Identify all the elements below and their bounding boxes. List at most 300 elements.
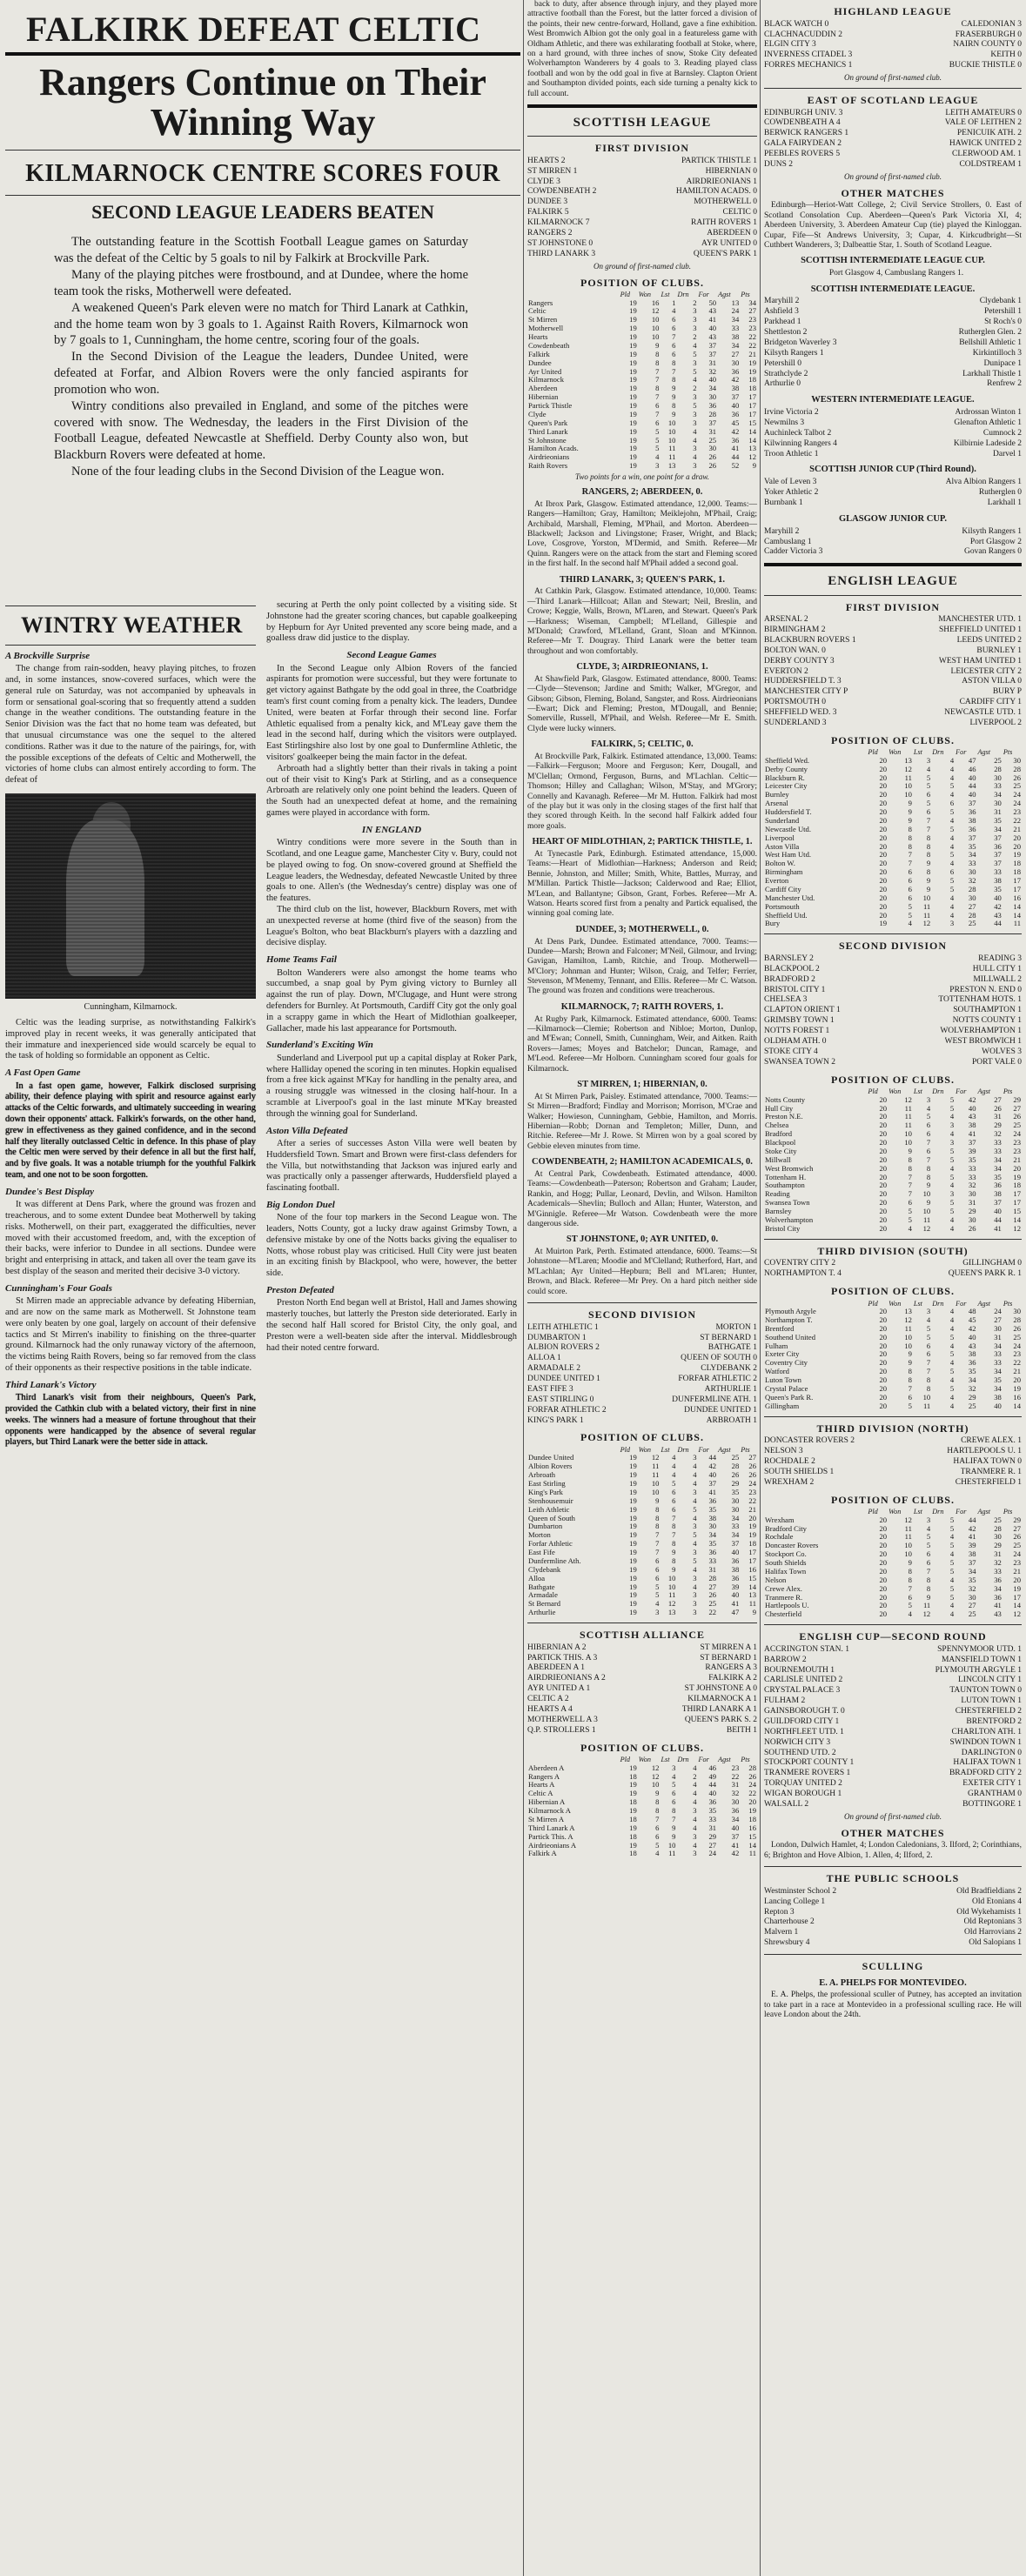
table-cell: 33 (994, 1146, 1002, 1155)
table-cell: 17 (748, 409, 756, 418)
table-row (764, 851, 1022, 860)
club-name: Third Lanark (528, 426, 568, 436)
home-team: NELSON 3 (764, 1447, 803, 1456)
away-team: Kirkintilloch 3 (972, 348, 1022, 358)
home-team: Malvern 1 (764, 1928, 799, 1937)
home-team: DUMBARTON 1 (527, 1333, 587, 1342)
header-cell: Pld (868, 1087, 878, 1096)
home-team: Repton 3 (764, 1907, 795, 1917)
result-line (527, 1663, 757, 1674)
deck-rule (5, 150, 520, 151)
table-cell: 28 (1013, 764, 1021, 773)
wintry-paragraph: Celtic was the leading surprise, as notwithstanding Falkirk's improved play in recent weeks, it was generally anticipated that their immature and inexperienced side would scarcely be equal to the task of holding so formidable an opponent as Celtic. (5, 1018, 256, 1061)
table-row (527, 1591, 757, 1600)
table-cell: 4 (949, 1112, 955, 1121)
away-team: Port Glasgow 2 (969, 537, 1022, 546)
table-cell: 4 (693, 1564, 697, 1574)
deck-rangers: Rangers Continue on Their Winning Way (39, 61, 486, 144)
table-cell: 34 (968, 1375, 976, 1385)
table-cell: 20 (879, 1375, 888, 1385)
club-name: Bristol City (765, 1223, 801, 1233)
subhead-dundee: Dundee's Best Display (5, 1186, 95, 1197)
home-team: Troon Athletic 1 (764, 449, 819, 458)
table-cell: 4 (949, 1214, 955, 1224)
away-team: CHESTERFIELD 2 (955, 1707, 1022, 1716)
position-heading: POSITION OF CLUBS. (831, 1073, 955, 1086)
table-cell: 22 (1013, 1358, 1021, 1368)
away-team: QUEEN'S PARK R. 1 (948, 1269, 1022, 1279)
table-cell: 13 (748, 444, 756, 453)
result-line (764, 498, 1022, 509)
table-cell: 8 (908, 1375, 912, 1385)
home-team: WIGAN BOROUGH 1 (764, 1790, 842, 1798)
club-name: Airdrieonians (528, 452, 570, 462)
away-team: DARLINGTON 0 (961, 1748, 1022, 1757)
table-cell: 3 (693, 324, 697, 333)
table-cell: 19 (629, 1573, 637, 1582)
result-line (527, 1334, 757, 1344)
result-line (527, 187, 757, 197)
table-cell: 36 (731, 435, 740, 445)
table-cell: 27 (994, 1315, 1002, 1324)
table-cell: 20 (879, 1207, 888, 1216)
table-cell: 5 (949, 807, 955, 817)
table-cell: 6 (655, 1573, 660, 1582)
home-team: FORFAR ATHLETIC 2 (527, 1405, 607, 1415)
table-cell: 21 (748, 349, 756, 358)
table-row (527, 342, 757, 351)
table-cell: 40 (968, 1332, 976, 1342)
table-cell: 5 (908, 1207, 912, 1216)
table-cell: 38 (994, 876, 1002, 886)
table-cell: 29 (1013, 1094, 1021, 1104)
table-cell: 27 (1013, 1103, 1021, 1113)
result-line (527, 1695, 757, 1705)
table-cell: 12 (922, 919, 931, 928)
away-team: NAIRN COUNTY 0 (953, 40, 1022, 50)
table-cell: 42 (731, 426, 740, 436)
table-cell: 23 (748, 315, 756, 325)
table-cell: 5 (949, 781, 955, 791)
table-cell: 19 (629, 1599, 637, 1609)
club-name: South Shields (765, 1558, 807, 1567)
table-cell: 4 (693, 1789, 697, 1798)
table-cell: 13 (904, 1307, 912, 1316)
table-cell: 4 (949, 1358, 955, 1368)
result-line (764, 719, 1022, 729)
table-cell: 7 (672, 366, 676, 376)
result-line (764, 965, 1022, 975)
club-name: Coventry City (765, 1358, 808, 1368)
table-row (527, 1575, 757, 1583)
table-cell: 5 (655, 1582, 660, 1591)
table-cell: 40 (968, 1103, 976, 1113)
table-cell: 4 (908, 919, 912, 928)
table-cell: 9 (672, 409, 676, 418)
table-cell: 9 (926, 859, 931, 868)
result-line (764, 1058, 1022, 1068)
section-rule (5, 645, 256, 646)
table-cell: 12 (904, 1515, 912, 1524)
club-name: Partick This. A (528, 1831, 573, 1841)
table-cell: 17 (748, 1556, 756, 1565)
table-cell: 34 (994, 824, 1002, 833)
ground-note: On ground of first-named club. (844, 73, 942, 82)
away-team: HIBERNIAN 0 (705, 166, 757, 176)
club-name: Celtic A (528, 1789, 553, 1798)
mid-paragraph: Sunderland and Liverpool put up a capital display at Roker Park, where Halliday opened the scoring in ten minutes. Hopkin equalised from a free kick against M'Kay for handling in the penalty area, and a rousing struggle was witnessed in the closing half-hour. In a scramble at Liverpool's goal in the last minute M'Kay breasted through the winning goal for Sunderland. (266, 1053, 517, 1119)
table-cell: 15 (748, 1573, 756, 1582)
table-cell: 4 (949, 1181, 955, 1190)
table-cell: 10 (904, 1138, 912, 1147)
table-cell: 11 (904, 773, 912, 782)
table-cell: 20 (879, 901, 888, 911)
club-name: Halifax Town (765, 1566, 807, 1576)
table-cell: 4 (949, 815, 955, 825)
table-row (764, 1402, 1022, 1411)
home-team: Cambuslang 1 (764, 537, 812, 546)
away-team: LUTON TOWN 1 (961, 1696, 1022, 1706)
table-cell: 20 (879, 1341, 888, 1350)
wintry-paragraph: St Mirren made an appreciable advance by defeating Hibernian, and are now on the same mark as Motherwell. St Johnstone team were only beaten by one goal, largely on account of their defensive tactics and St Mirren's inability to finishing on the three-quarter ground. Kilmarnock had the only runaway victory of the afternoon, the victims being Raith Rovers, being so far removed from the class of their opponents as their respective positions in the table indicate. (5, 1296, 256, 1374)
table-cell: 11 (922, 1401, 931, 1410)
club-name: Huddersfield T. (765, 807, 812, 817)
table-cell: 41 (731, 1599, 740, 1609)
table-cell: 19 (629, 1479, 637, 1489)
table-cell: 40 (731, 1823, 740, 1832)
away-team: AYR UNITED 0 (701, 238, 757, 248)
report-text: At Cathkin Park, Glasgow. Estimated attendance, 10,000. Teams:—Third Lanark—Hillcoat; Allan and Stewart; Neil, Breslin, and Crowe; Keggie, Walls, Brown, M'Laren, and Stewart. Queen's Park—Harkness; Wiseman, Campbell; M'Lelland, Gillespie and M'Donald; Crawford, M'Lelland, Grant, Sloan and M'Kinnon. Referee—Mr T. Dougray. Third Lanark were the better team throughout and won comfortably. (527, 587, 757, 656)
table-cell: 14 (1013, 1401, 1021, 1410)
header-cell: Agst (977, 748, 991, 757)
table-cell: 11 (668, 1590, 676, 1600)
table-cell: 4 (926, 1523, 931, 1533)
away-team: Old Reptonians 3 (963, 1917, 1022, 1927)
section-rule (764, 1239, 1022, 1240)
table-cell: 14 (1013, 1214, 1021, 1224)
table-cell: 36 (731, 1806, 740, 1815)
away-team: TRANMERE R. 1 (960, 1467, 1022, 1476)
table-cell: 10 (651, 1780, 660, 1790)
table-cell: 8 (655, 1806, 660, 1815)
table-cell: 5 (908, 910, 912, 920)
table-cell: 8 (926, 1583, 931, 1593)
table-row (764, 1096, 1022, 1105)
table-cell: 34 (731, 340, 740, 350)
table-cell: 50 (708, 298, 717, 307)
table-cell: 6 (672, 1504, 676, 1514)
table-row (764, 1525, 1022, 1534)
table-cell: 11 (904, 1532, 912, 1542)
home-team: GALA FAIRYDEAN 2 (764, 139, 842, 149)
club-name: Swansea Town (765, 1198, 810, 1208)
wintry-paragraph: Third Lanark's visit from their neighbours, Queen's Park, provided the Cathkin club with a belated victory, their first in nine weeks. The winners had a measure of fortune throughout that their opponents were handicapped by the absence of several regular players, but Third Lanark were the better side in attack. (5, 1393, 256, 1448)
table-cell: 2 (693, 298, 697, 307)
club-name: Wrexham (765, 1515, 795, 1524)
home-team: Arthurlie 0 (764, 379, 801, 389)
home-team: INVERNESS CITADEL 3 (764, 50, 853, 60)
table-cell: 27 (968, 901, 976, 911)
table-cell: 6 (672, 1797, 676, 1807)
away-team: GRANTHAM 0 (967, 1790, 1022, 1798)
table-cell: 43 (968, 1112, 976, 1121)
table-cell: 10 (651, 315, 660, 325)
table-cell: 40 (708, 375, 717, 385)
table-cell: 36 (994, 1575, 1002, 1584)
table-cell: 20 (879, 876, 888, 886)
header-cell: Lst (913, 1087, 922, 1096)
table-cell: 19 (1013, 850, 1021, 860)
home-team: KILMARNOCK 7 (527, 218, 590, 228)
home-team: NORTHFLEET UTD. 1 (764, 1727, 844, 1736)
table-cell: 9 (926, 1198, 931, 1208)
table-cell: 4 (655, 1849, 660, 1858)
table-cell: 20 (879, 910, 888, 920)
table-cell: 7 (908, 1172, 912, 1181)
table-cell: 10 (667, 426, 676, 436)
table-cell: 5 (949, 1094, 955, 1104)
table-cell: 8 (908, 1575, 912, 1584)
table-row (527, 1522, 757, 1531)
table-row (764, 1147, 1022, 1156)
table-cell: 4 (949, 1163, 955, 1173)
club-name: Chesterfield (765, 1609, 801, 1619)
table-cell: 24 (1013, 1341, 1021, 1350)
table-cell: 18 (629, 1814, 637, 1823)
table-cell: 4 (949, 1609, 955, 1619)
result-line (527, 1643, 757, 1654)
table-cell: 4 (949, 1307, 955, 1316)
table-cell: 26 (708, 452, 717, 462)
away-team: EXETER CITY 1 (962, 1779, 1022, 1789)
table-cell: 7 (908, 1181, 912, 1190)
table-cell: 34 (994, 1367, 1002, 1376)
home-team: GRIMSBY TOWN 1 (764, 1016, 835, 1026)
table-cell: 10 (667, 1582, 676, 1591)
away-team: MANCHESTER UTD. 1 (938, 615, 1022, 625)
table-row (527, 1566, 757, 1575)
club-name: Bradford (765, 1129, 793, 1139)
table-cell: 23 (1013, 807, 1021, 817)
result-line (764, 429, 1022, 439)
mid-paragraph: In the Second League only Albion Rovers of the fancied aspirants for promotion were successful, but they were fortunate to get victory against Bathgate by the odd goal in three, the Coatbridge team's first count coming from a penalty kick. The leaders, Dundee United, were beaten at Forfar through their second line. Forfar Athletic equalised from a penalty kick, and M'Leay gave them the lead in the second half, during which the visitors were outplayed. East Stirlingshire also lost by one goal to Dunfermline Athletic, the visitors' goalkeeper being the main factor in the defeat. (266, 663, 517, 762)
table-cell: 6 (655, 418, 660, 427)
table-header-row (764, 1508, 1022, 1515)
table-cell: 20 (879, 799, 888, 808)
header-cell: Pts (1003, 1087, 1013, 1096)
table-cell: 44 (968, 1515, 976, 1524)
table-cell: 41 (731, 1840, 740, 1850)
table-cell: 34 (994, 1383, 1002, 1393)
club-name: Blackburn R. (765, 773, 805, 782)
result-line (764, 408, 1022, 418)
club-name: Hamilton Acads. (528, 444, 579, 453)
table-cell: 3 (693, 306, 697, 316)
table-cell: 4 (949, 1341, 955, 1350)
home-team: BLACKBURN ROVERS 1 (764, 635, 856, 645)
table-cell: 24 (1013, 1129, 1021, 1139)
table-cell: 52 (731, 461, 740, 471)
result-line (527, 1684, 757, 1695)
header-cell: For (698, 1756, 709, 1764)
header-cell: Lst (913, 748, 922, 757)
table-cell: 6 (908, 1392, 912, 1402)
table-cell: 30 (968, 1214, 976, 1224)
table-cell: 11 (922, 901, 931, 911)
table-cell: 36 (994, 1181, 1002, 1190)
table-cell: 5 (655, 1840, 660, 1850)
photo-caption: Cunningham, Kilmarnock. (84, 1001, 178, 1012)
table-cell: 27 (1013, 1523, 1021, 1533)
table-row (527, 1773, 757, 1782)
table-cell: 7 (655, 1548, 660, 1557)
table-cell: 19 (629, 392, 637, 402)
header-cell: Agst (977, 1299, 991, 1308)
table-cell: 6 (926, 1349, 931, 1359)
away-team: Alva Albion Rangers 1 (945, 478, 1022, 487)
home-team: Burnbank 1 (764, 498, 803, 507)
club-name: St Mirren (528, 315, 558, 325)
table-cell: 42 (968, 1094, 976, 1104)
table-cell: 19 (629, 444, 637, 453)
home-team: Kilwinning Rangers 4 (764, 438, 837, 448)
club-name: Airdrieonians A (528, 1840, 577, 1850)
table-cell: 7 (655, 1539, 660, 1549)
home-team: COWDENBEATH 2 (527, 187, 597, 197)
away-team: READING 3 (978, 953, 1022, 963)
table-cell: 17 (1013, 884, 1021, 893)
table-cell: 16 (1013, 1392, 1021, 1402)
result-line (764, 1897, 1022, 1908)
club-name: Northampton T. (765, 1315, 813, 1324)
home-team: LEITH ATHLETIC 1 (527, 1322, 599, 1332)
result-line (527, 1416, 757, 1427)
table-cell: 23 (1013, 1349, 1021, 1359)
table-cell: 45 (731, 418, 740, 427)
result-line (764, 150, 1022, 160)
table-cell: 6 (655, 401, 660, 411)
away-team: WOLVERHAMPTON 1 (940, 1027, 1022, 1036)
table-cell: 41 (731, 444, 740, 453)
table-cell: 11 (922, 1601, 931, 1610)
table-cell: 5 (949, 1383, 955, 1393)
result-line (527, 208, 757, 218)
home-team: THIRD LANARK 3 (527, 249, 596, 258)
table-cell: 35 (968, 1367, 976, 1376)
lead-paragraph: Many of the playing pitches were frostbound, and at Dundee, where the home team took the risks, Motherwell were defeated. (54, 268, 468, 298)
table-cell: 19 (629, 306, 637, 316)
home-team: NOTTS FOREST 1 (764, 1027, 830, 1036)
table-cell: 26 (748, 1462, 756, 1471)
club-name: Leith Athletic (528, 1504, 570, 1514)
table-cell: 22 (708, 1608, 717, 1617)
table-cell: 3 (672, 1763, 676, 1772)
table-cell: 4 (949, 1532, 955, 1542)
table-cell: 7 (908, 859, 912, 868)
table-cell: 37 (994, 850, 1002, 860)
table-row (527, 1764, 757, 1773)
points-note: Two points for a win, one point for a draw. (575, 472, 709, 482)
table-cell: 3 (693, 1453, 697, 1462)
table-cell: 5 (693, 1504, 697, 1514)
header-cell: Pts (741, 1446, 750, 1455)
table-cell: 37 (968, 1138, 976, 1147)
result-line (764, 297, 1022, 307)
table-cell: 19 (629, 1530, 637, 1540)
table-cell: 41 (994, 1223, 1002, 1233)
table-cell: 4 (908, 1223, 912, 1233)
intermediate-league-heading: SCOTTISH INTERMEDIATE LEAGUE. (810, 284, 976, 294)
table-cell: 44 (731, 452, 740, 462)
home-team: BARROW 2 (764, 1655, 807, 1664)
table-row (764, 1139, 1022, 1147)
table-cell: 26 (731, 1470, 740, 1480)
table-row (764, 1181, 1022, 1190)
table-cell: 19 (1013, 1583, 1021, 1593)
table-cell: 4 (693, 1582, 697, 1591)
header-cell: Drn (932, 748, 944, 757)
table-cell: 26 (968, 1223, 976, 1233)
club-name: Southend United (765, 1332, 816, 1342)
table-cell: 6 (926, 1558, 931, 1567)
table-cell: 3 (693, 1573, 697, 1582)
result-line (764, 1645, 1022, 1656)
table-cell: 19 (629, 1582, 637, 1591)
result-line (764, 615, 1022, 626)
club-name: Queen of South (528, 1513, 575, 1522)
table-cell: 5 (672, 1479, 676, 1489)
table-row (527, 1781, 757, 1790)
table-cell: 9 (672, 1564, 676, 1574)
table-cell: 44 (994, 919, 1002, 928)
table-cell: 7 (926, 824, 931, 833)
table-cell: 3 (693, 1608, 697, 1617)
table-cell: 17 (748, 1548, 756, 1557)
report-text: At Brockville Park, Falkirk. Estimated attendance, 13,000. Teams:—Falkirk—Ferguson; Moore and Ferguson; Kerr, Dougall, and M'Clellan; Ormond, Ferguson, Burns, and M'Lachlan. Celtic—Thomson; Hilley and Callaghan; Wilson, M'Stay, and M'Grory; Connelly and Kavanagh. Referee—Mr M. Hutton. Falkirk had most of the play but it was only in the closing stages of the first half that they scored through Keith. In the second half Falkirk added four more goals. (527, 753, 757, 831)
table-cell: 36 (731, 1573, 740, 1582)
table-cell: 39 (968, 1146, 976, 1155)
table-row (764, 877, 1022, 886)
away-team: GILLINGHAM 0 (962, 1259, 1022, 1268)
table-row (764, 808, 1022, 817)
away-team: Kilsyth Rangers 1 (962, 526, 1022, 536)
table-cell: 16 (748, 1823, 756, 1832)
result-line (764, 30, 1022, 41)
home-team: ROCHDALE 2 (764, 1456, 815, 1466)
away-team: CELTIC 0 (722, 208, 757, 217)
mid-paragraph: The third club on the list, however, Blackburn Rovers, met with an unexpected reverse at home (third five of the season) from the League's Bolton, who beat Blackburn's players with a dazzling and decisive display. (266, 904, 517, 948)
header-cell: Pts (1003, 1508, 1013, 1516)
result-line (764, 708, 1022, 719)
lead-paragraph: None of the four leading clubs in the Second Division of the League won. (71, 465, 445, 479)
table-cell: 40 (708, 1789, 717, 1798)
table-cell: 46 (708, 1763, 717, 1772)
result-line (527, 1654, 757, 1664)
table-cell: 37 (994, 833, 1002, 842)
lead-paragraph: A weakened Queen's Park eleven were no match for Third Lanark at Cathkin, and the home team won by 3 goals to 1. Against Raith Rovers, Kilmarnock won by 7 goals to 1, Cunningham, the home centre, scoring four of the goals. (54, 300, 468, 348)
home-team: ARMADALE 2 (527, 1364, 580, 1374)
junior-results (764, 478, 1022, 509)
table-cell: 20 (879, 790, 888, 800)
table-cell: 10 (651, 324, 660, 333)
table-cell: 14 (1013, 1601, 1021, 1610)
table-cell: 3 (693, 409, 697, 418)
table-cell: 4 (949, 790, 955, 800)
intermediate-cup-line: Port Glasgow 4, Cambuslang Rangers 1. (828, 269, 964, 278)
home-team: Kilsyth Rangers 1 (764, 348, 824, 358)
table-cell: 3 (693, 1522, 697, 1531)
table-cell: 32 (708, 366, 717, 376)
